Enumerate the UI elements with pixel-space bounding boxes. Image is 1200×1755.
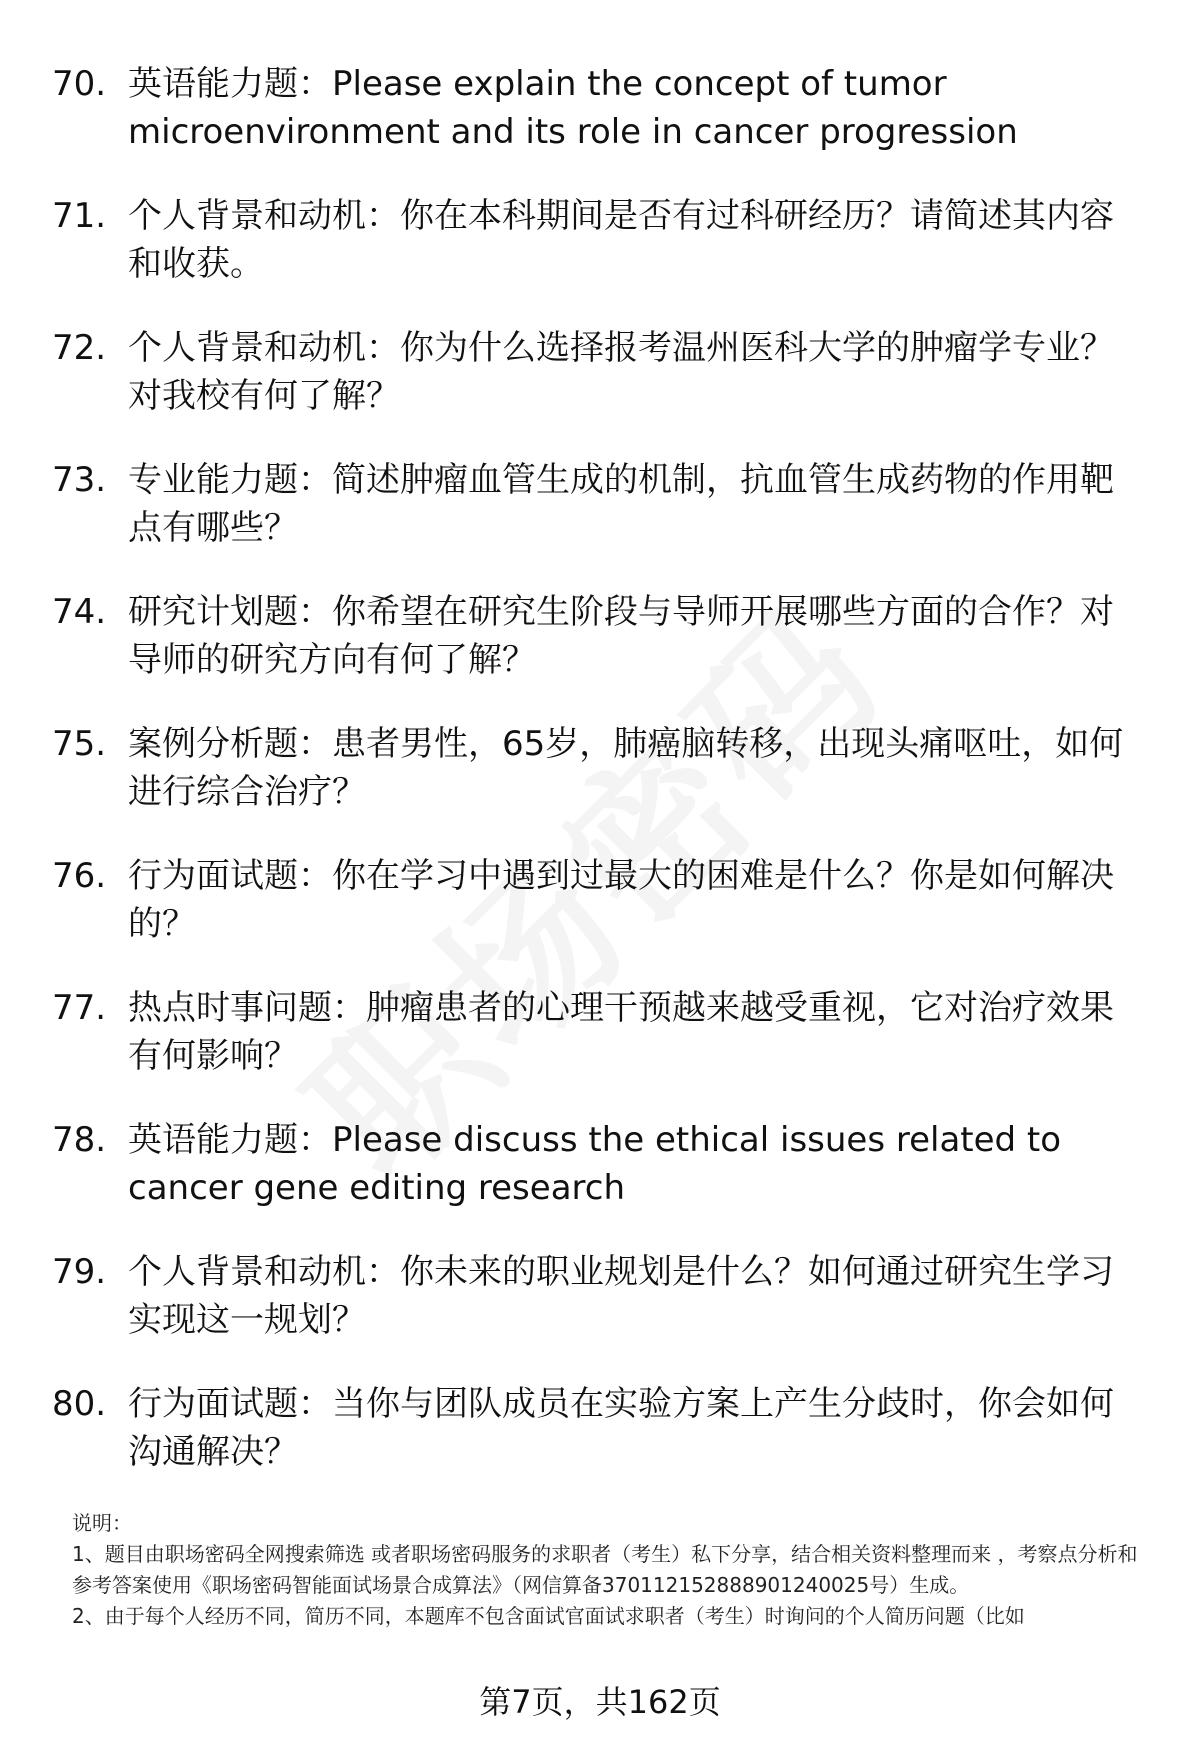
question-number: 73. [52,460,107,500]
question-number: 78. [52,1120,107,1160]
question-item [52,720,1152,852]
question-item [52,60,1152,192]
question-item [52,1380,1152,1512]
question-item [52,588,1152,720]
question-number: 77. [52,988,107,1028]
question-text: 行为面试题：你在学习中遇到过最大的困难是什么？你是如何解决的？ [128,856,1114,944]
question-text: 行为面试题：当你与团队成员在实验方案上产生分歧时，你会如何沟通解决？ [128,1384,1114,1472]
question-text: 个人背景和动机：你为什么选择报考温州医科大学的肿瘤学专业？对我校有何了解？ [128,328,1114,416]
question-number: 76. [52,856,107,896]
question-item [52,1248,1152,1380]
question-text: 英语能力题：Please explain the concept of tumor microenvironment and its role in cancer progression [128,64,1018,152]
question-number: 72. [52,328,107,368]
question-number: 79. [52,1252,107,1292]
question-text: 热点时事问题：肿瘤患者的心理干预越来越受重视，它对治疗效果有何影响？ [128,988,1114,1076]
question-text: 专业能力题：简述肿瘤血管生成的机制，抗血管生成药物的作用靶点有哪些？ [128,460,1114,548]
question-number: 70. [52,64,107,104]
question-text: 研究计划题：你希望在研究生阶段与导师开展哪些方面的合作？对导师的研究方向有何了解？ [128,592,1114,680]
question-item [52,192,1152,324]
question-item [52,324,1152,456]
question-text: 英语能力题：Please discuss the ethical issues related to cancer gene editing research [128,1120,1062,1208]
notes-item: 2、由于每个人经历不同，简历不同，本题库不包含面试官面试求职者（考生）时询问的个人简历问题（比如 [72,1604,1025,1628]
question-item [52,456,1152,588]
notes-item: 1、题目由职场密码全网搜索筛选 或者职场密码服务的求职者（考生）私下分享，结合相关资料整理而来 ，考察点分析和参考答案使用《职场密码智能面试场景合成算法》（网信算备370112152888901240025号）生成。 [72,1542,1138,1597]
page-footer: 第7页，共162页 [479,1683,721,1721]
notes-heading: 说明： [72,1511,132,1535]
question-text: 案例分析题：患者男性，65岁，肺癌脑转移，出现头痛呕吐，如何进行综合治疗？ [128,724,1124,812]
notes-section [72,1508,1152,1632]
question-item [52,984,1152,1116]
question-text: 个人背景和动机：你在本科期间是否有过科研经历？请简述其内容和收获。 [128,196,1114,284]
question-text: 个人背景和动机：你未来的职业规划是什么？如何通过研究生学习实现这一规划？ [128,1252,1114,1340]
question-number: 80. [52,1384,107,1424]
question-list [52,60,1152,1512]
question-number: 74. [52,592,107,632]
question-item [52,852,1152,984]
question-number: 71. [52,196,107,236]
question-item [52,1116,1152,1248]
question-number: 75. [52,724,107,764]
